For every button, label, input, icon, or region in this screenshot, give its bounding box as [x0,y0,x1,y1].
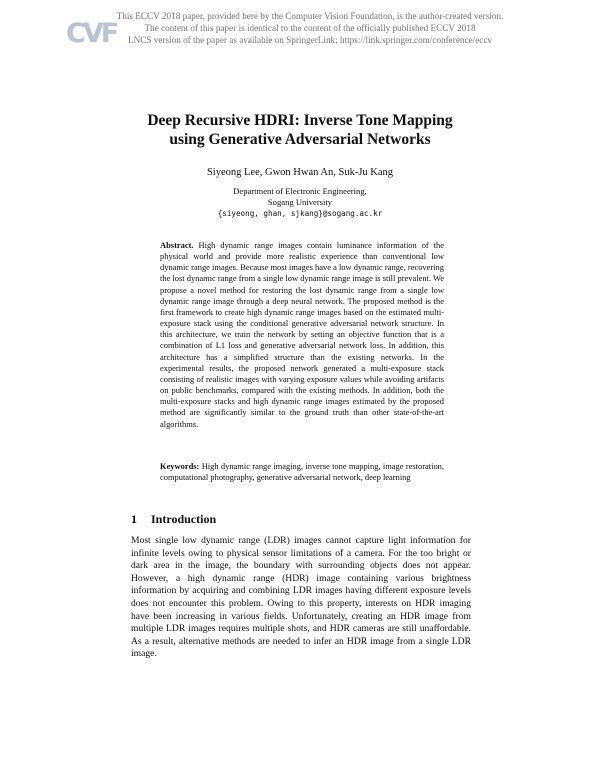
title-line: Deep Recursive HDRI: Inverse Tone Mapping [147,112,453,129]
abstract-label: Abstract. [160,240,194,250]
title-line: using Generative Adversarial Networks [169,131,431,148]
author-list: Siyeong Lee, Gwon Hwan An, Suk-Ju Kang [206,167,394,178]
keywords-text: High dynamic range imaging, inverse tone mapping, image restoration, computational photography, generative adversarial network, deep learning [160,461,445,483]
abstract [160,240,444,430]
notice-line: The content of this paper is identical to the content of the officially published ECCV 2018 [144,23,476,34]
section-number: 1 [131,512,137,526]
cvf-logo [66,16,117,49]
affiliation-department: Department of Electronic Engineering, [233,186,367,196]
paper-title [100,111,500,149]
notice-line: LNCS version of the paper as available on SpringerLink: https://link.springer.com/conference/eccv [127,35,493,46]
svg-text:CVF: CVF [66,18,117,49]
affiliation [100,186,500,219]
cvf-header [0,10,600,54]
affiliation-university: Sogang University [267,197,333,207]
keywords-label: Keywords: [160,461,200,471]
abstract-text: High dynamic range images contain luminance information of the physical world and provide more realistic experience than conventional low dynamic range images. Because most images have a low dynamic range, recovering the lost dynamic range from a single low dynamic range image is still prevalent. We propose a novel method for restoring the lost dynamic range from a single low dynamic range image through a deep neural network. The proposed method is the first framework to create high dynamic range images based on the estimated multi-exposure stack using the conditional generative adversarial network structure. In this architecture, we train the network by setting an objective function that is a combination of L1 loss and generative adversarial network loss. In addition, this architecture has a simplified structure than the existing networks. In the experimental results, the proposed network generated a multi-exposure stack consisting of realistic images with varying exposure values while avoiding artifacts on public benchmarks, compared with the existing methods. In addition, both the multi-exposure stacks and high dynamic range images estimated by the proposed method are significantly similar to the ground truth than other state-of-the-art algorithms. [160,240,445,429]
author-emails: {siyeong, ghan, sjkang}@sogang.ac.kr [217,209,383,218]
introduction-paragraph: Most single low dynamic range (LDR) images cannot capture light information for infinite levels owing to physical sensor limitations of a camera. For the too bright or dark area in the image, the boundary with surrounding objects does not appear. However, a high dynamic range (HDR) image containing various brightness information by acquiring and combining LDR images having different exposure levels does not encounter this problem. Owing to this property, interests on HDR imaging have been increasing in various fields. Unfortunately, creating an HDR image from multiple LDR images requires multiple shots, and HDR cameras are still unaffordable. As a result, alternative methods are needed to infer an HDR image from a single LDR image. [131,535,471,660]
notice-line: This ECCV 2018 paper, provided here by the Computer Vision Foundation, is the author-created version. [116,11,504,21]
section-title: Introduction [151,512,217,526]
keywords [160,461,444,483]
section-heading-introduction [131,512,471,526]
copyright-notice [110,10,510,47]
